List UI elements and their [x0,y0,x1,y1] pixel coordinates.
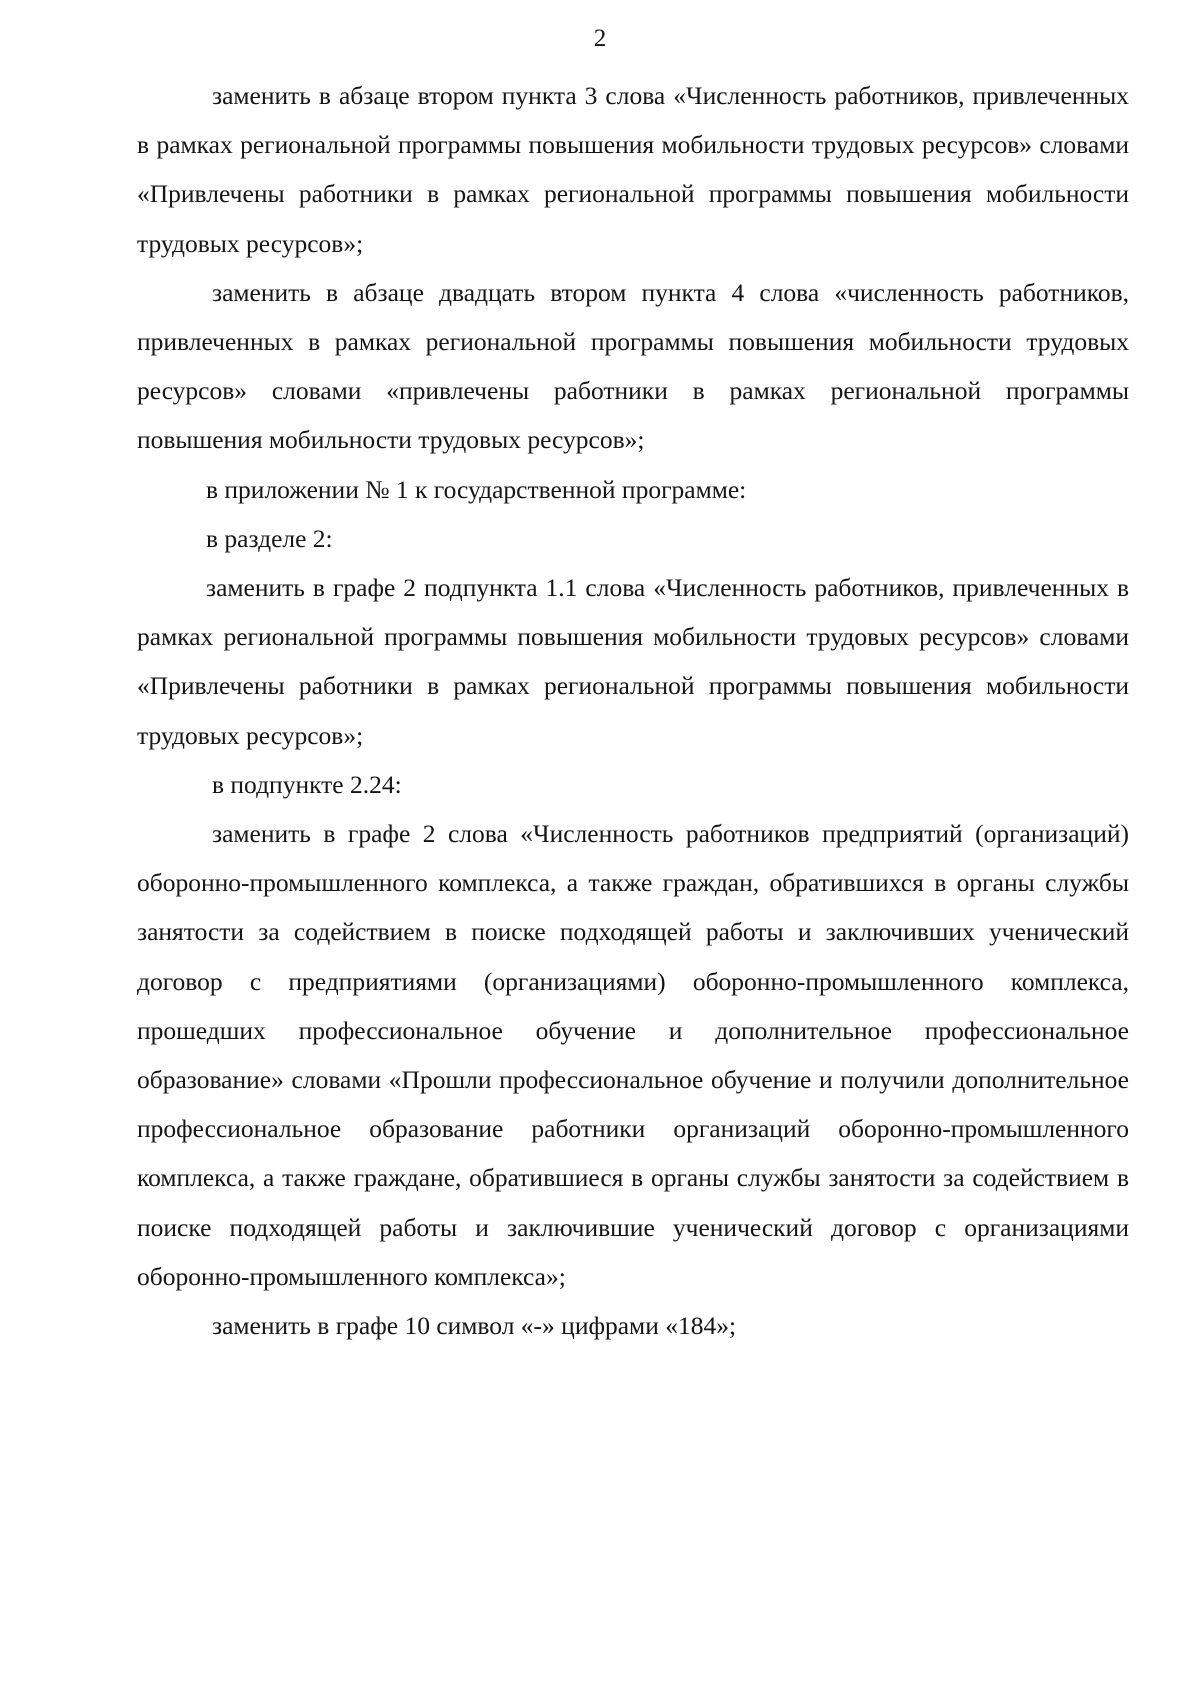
paragraph: заменить в абзаце двадцать втором пункта 4 слова «численность работников, привлеченных в рамках региональной программы повышения мобильности трудовых ресурсов» словами «привлечены работники в рамках региональной программы повышения мобильности трудовых ресурсов»; [137,277,1129,455]
paragraph: заменить в графе 10 символ «-» цифрами «184»; [212,1311,737,1341]
paragraph: заменить в графе 2 подпункта 1.1 слова «Численность работников, привлеченных в рамках региональной программы повышения мобильности трудовых ресурсов» словами «Привлечены работники в рамках региональной программы повышения мобильности трудовых ресурсов»; [137,573,1129,750]
page-number: 2 [593,25,607,52]
paragraph: в приложении № 1 к государственной программе: [206,474,747,504]
paragraph: заменить в графе 2 слова «Численность работников предприятий (организаций) оборонно-промышленного комплекса, а также граждан, обратившихся в органы службы занятости за содействием в поиске подходящей работы и заключивших ученический договор с предприятиями (организациями) оборонно-промышленного комплекса, прошедших профессиональное обучение и дополнительное профессиональное образование» словами «Прошли профессиональное обучение и получили дополнительное профессиональное образование работники организаций оборонно-промышленного комплекса, а также граждане, обратившиеся в органы службы занятости за содействием в поиске подходящей работы и заключившие ученический договор с организациями оборонно-промышленного комплекса»; [137,819,1129,1291]
paragraph: в разделе 2: [206,523,333,553]
paragraph: заменить в абзаце втором пункта 3 слова «Численность работников, привлеченных в рамках региональной программы повышения мобильности трудовых ресурсов» словами «Привлечены работники в рамках региональной программы повышения мобильности трудовых ресурсов»; [137,81,1129,258]
document-body [137,71,1129,1350]
paragraph: в подпункте 2.24: [212,769,402,799]
